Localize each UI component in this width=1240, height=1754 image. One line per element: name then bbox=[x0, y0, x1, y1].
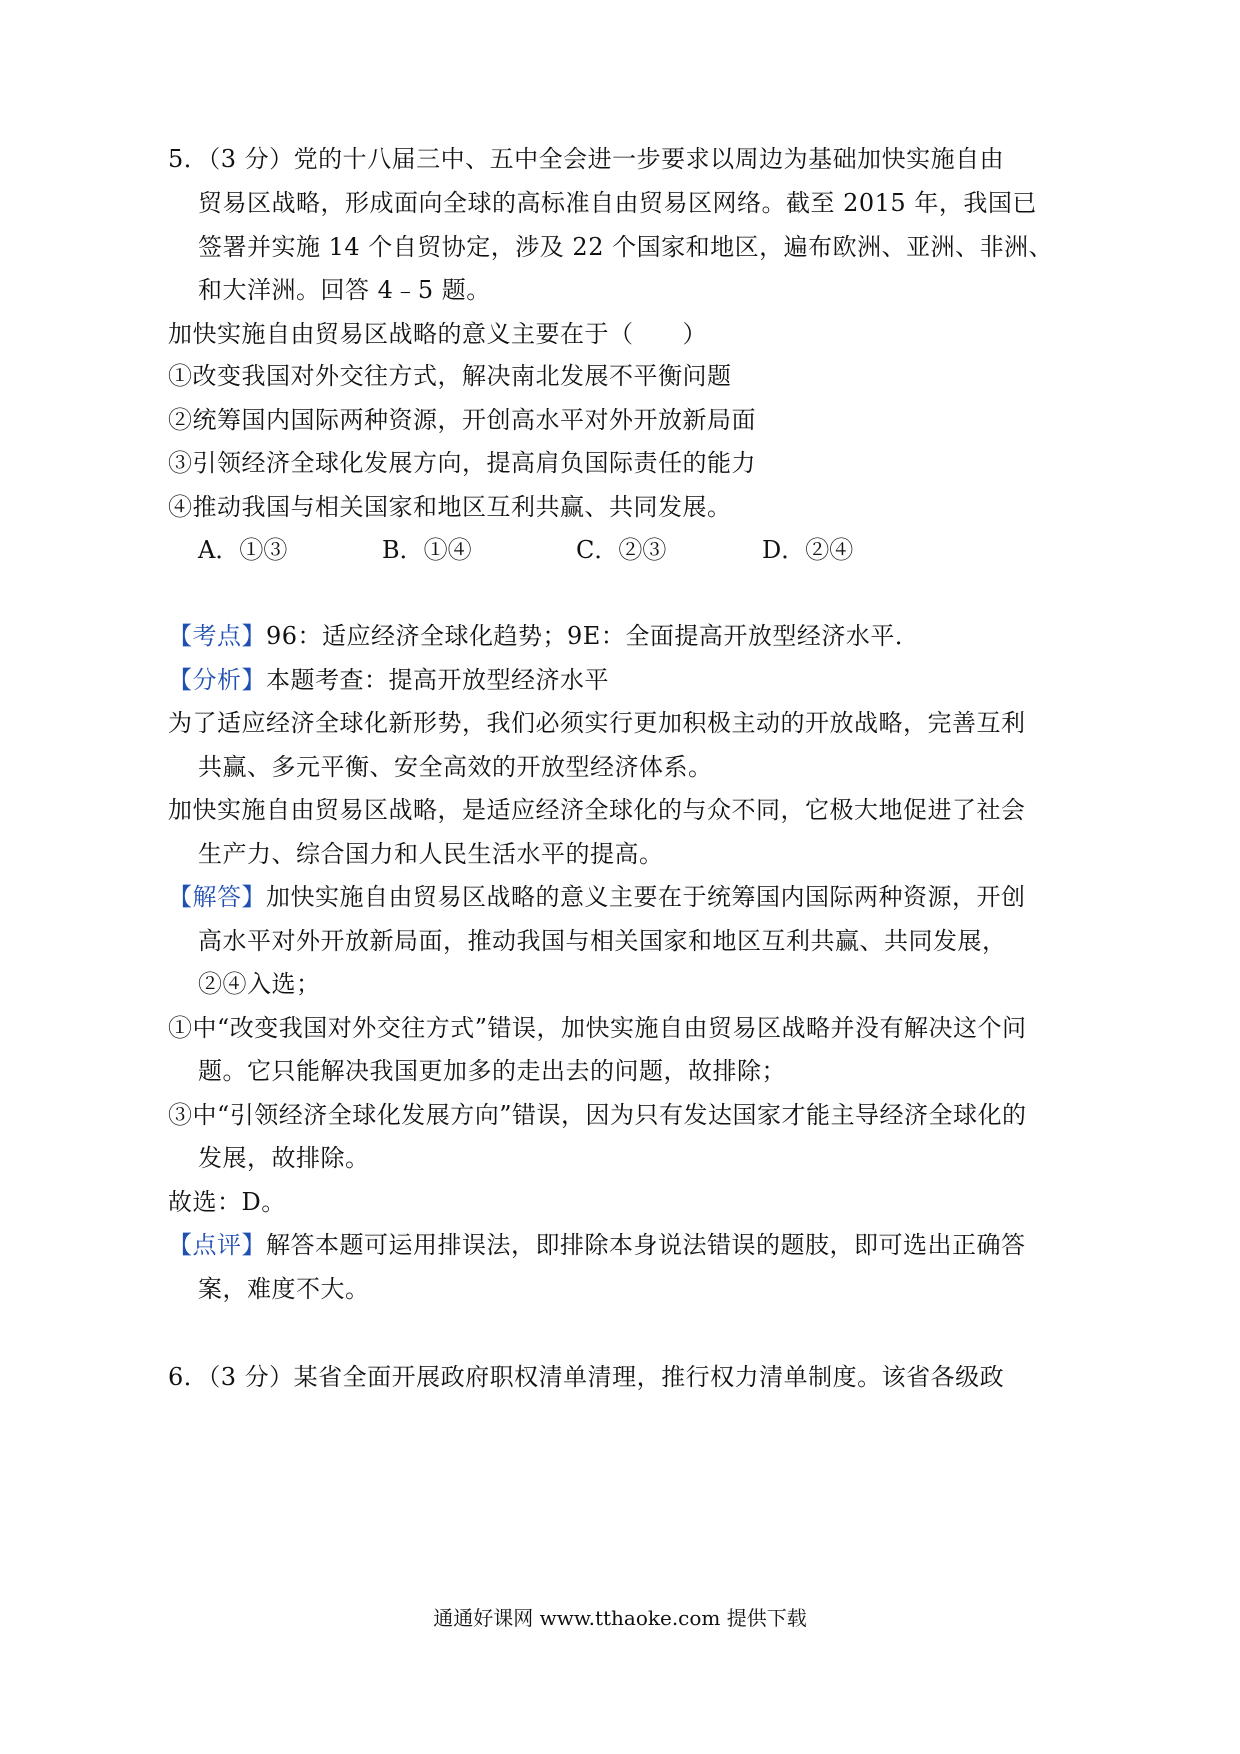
analysis-para1-line-2: 共赢、多元平衡、安全高效的开放型经济体系。 bbox=[198, 753, 713, 781]
q5-option-a: A．①③ bbox=[198, 536, 288, 564]
q5-item-2: ②统筹国内国际两种资源，开创高水平对外开放新局面 bbox=[168, 406, 756, 434]
jieda-tag: 【解答】 bbox=[168, 883, 266, 911]
q5-option-b: B．①④ bbox=[382, 536, 472, 564]
q5-option-c: C．②③ bbox=[576, 536, 667, 564]
analysis-para1-line-1: 为了适应经济全球化新形势，我们必须实行更加积极主动的开放战略，完善互利 bbox=[168, 709, 1026, 737]
q5-stem-line-2: 贸易区战略，形成面向全球的高标准自由贸易区网络。截至 2015 年，我国已 bbox=[198, 189, 1037, 217]
dianping-text-1: 解答本题可运用排误法，即排除本身说法错误的题肢，即可选出正确答 bbox=[266, 1231, 1026, 1259]
q5-item-1: ①改变我国对外交往方式，解决南北发展不平衡问题 bbox=[168, 362, 732, 390]
q6-stem-line-1: 6．（3 分）某省全面开展政府职权清单清理，推行权力清单制度。该省各级政 bbox=[168, 1363, 1005, 1391]
analysis-para2-line-2: 生产力、综合国力和人民生活水平的提高。 bbox=[198, 840, 664, 868]
fenxi-line bbox=[168, 664, 609, 696]
analysis-para2-line-1: 加快实施自由贸易区战略，是适应经济全球化的与众不同，它极大地促进了社会 bbox=[168, 796, 1026, 824]
jieda-text-1: 加快实施自由贸易区战略的意义主要在于统筹国内国际两种资源，开创 bbox=[266, 883, 1026, 911]
q5-question: 加快实施自由贸易区战略的意义主要在于（ ） bbox=[168, 320, 707, 348]
explanation-3-line-1: ③中“引领经济全球化发展方向”错误，因为只有发达国家才能主导经济全球化的 bbox=[168, 1101, 1027, 1129]
kaodian-text: 96：适应经济全球化趋势；9E：全面提高开放型经济水平． bbox=[266, 622, 920, 650]
q5-stem-line-1: 5．（3 分）党的十八届三中、五中全会进一步要求以周边为基础加快实施自由 bbox=[168, 145, 1005, 173]
q5-stem-line-3: 签署并实施 14 个自贸协定，涉及 22 个国家和地区，遍布欧洲、亚洲、非洲、 bbox=[198, 233, 1054, 261]
dianping-line-2: 案，难度不大。 bbox=[198, 1275, 370, 1303]
kaodian-line bbox=[168, 620, 919, 652]
dianping-tag: 【点评】 bbox=[168, 1231, 266, 1259]
q5-stem-line-4: 和大洋洲。回答 4﹣5 题。 bbox=[198, 276, 491, 304]
fenxi-tag: 【分析】 bbox=[168, 666, 266, 694]
q5-option-d: D．②④ bbox=[762, 536, 854, 564]
q5-item-4: ④推动我国与相关国家和地区互利共赢、共同发展。 bbox=[168, 493, 732, 521]
page-footer: 通通好课网 www.tthaoke.com 提供下载 bbox=[433, 1606, 807, 1630]
jieda-line-1 bbox=[168, 881, 1026, 913]
dianping-line-1 bbox=[168, 1229, 1026, 1261]
answer-line: 故选：D。 bbox=[168, 1188, 286, 1216]
q5-item-3: ③引领经济全球化发展方向，提高肩负国际责任的能力 bbox=[168, 449, 756, 477]
explanation-1-line-1: ①中“改变我国对外交往方式”错误，加快实施自由贸易区战略并没有解决这个问 bbox=[168, 1014, 1027, 1042]
fenxi-text: 本题考查：提高开放型经济水平 bbox=[266, 666, 609, 694]
explanation-3-line-2: 发展，故排除。 bbox=[198, 1144, 370, 1172]
jieda-line-2: 高水平对外开放新局面，推动我国与相关国家和地区互利共赢、共同发展， bbox=[198, 927, 1007, 955]
jieda-line-3: ②④入选； bbox=[198, 970, 321, 998]
explanation-1-line-2: 题。它只能解决我国更加多的走出去的问题，故排除； bbox=[198, 1057, 786, 1085]
kaodian-tag: 【考点】 bbox=[168, 622, 266, 650]
